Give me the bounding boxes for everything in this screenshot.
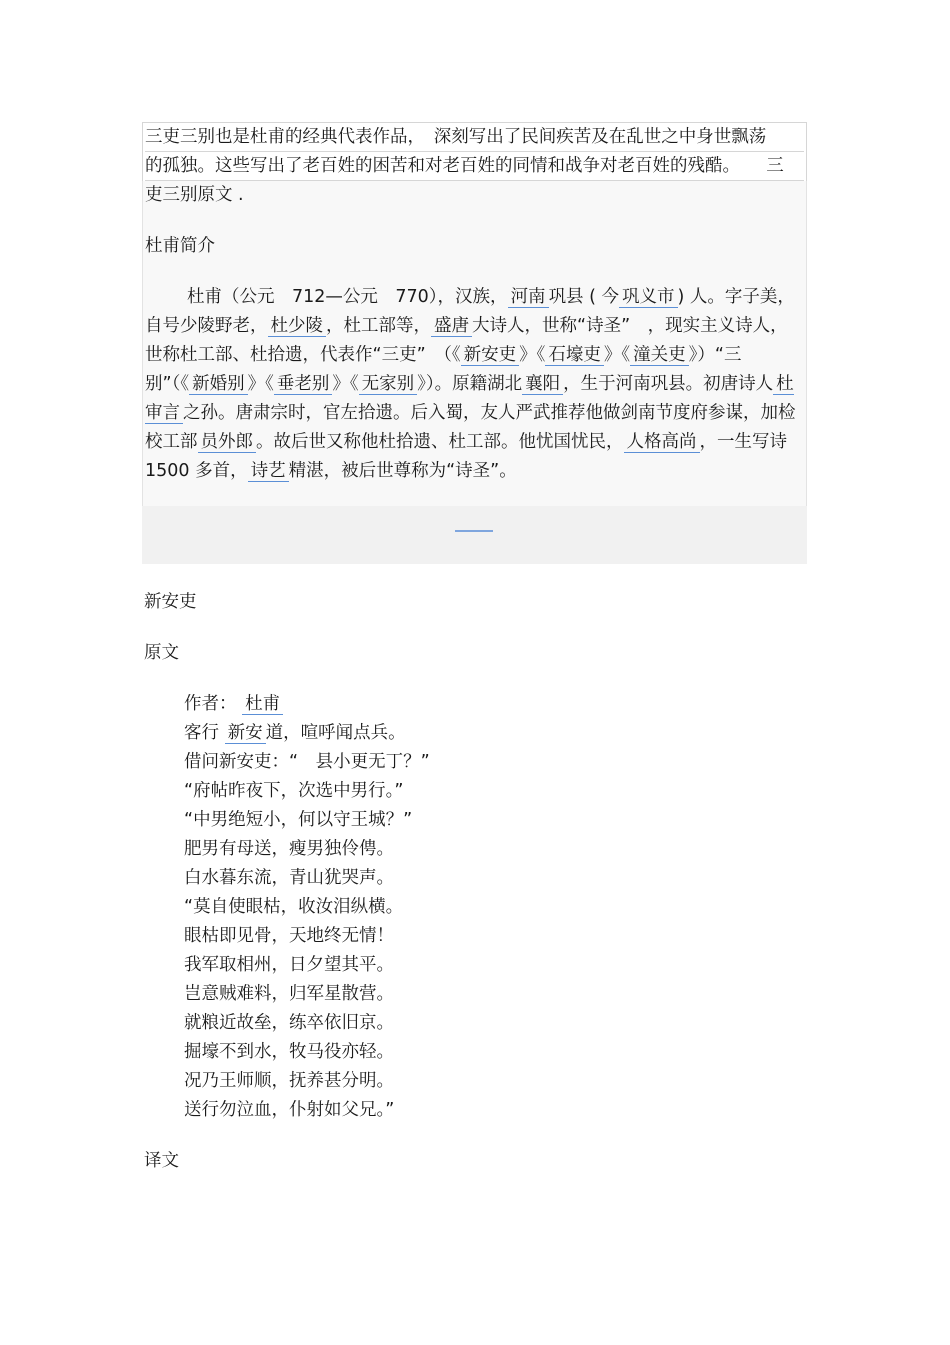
bio-text: ，生于河南巩县。初唐诗人 [563, 374, 774, 394]
link-author-dufu[interactable]: 杜甫 [242, 694, 283, 715]
bio-text: 精湛，被后世尊称为“诗圣”。 [288, 461, 517, 481]
original-heading: 原文 [144, 643, 179, 663]
poem-line: “府帖昨夜下，次选中男行。” [184, 781, 404, 801]
link-yuanwailang[interactable]: 员外郎 [198, 432, 257, 453]
link-dushaoling[interactable]: 杜少陵 [268, 316, 327, 337]
link-xinan[interactable]: 新安 [225, 723, 266, 744]
bio-text: 巩县 ( 今 [548, 287, 620, 307]
poem-author-line [142, 690, 807, 719]
bio-text: 》《 [519, 345, 546, 365]
bio-text: 》）。原籍湖北 [417, 374, 523, 394]
poem-body [142, 690, 807, 1125]
poem-line: 送行勿泣血，仆射如父兄。” [184, 1100, 395, 1120]
link-wujiabie[interactable]: 无家别 [359, 374, 418, 395]
poem-line: 掘壕不到水，牧马役亦轻。 [184, 1042, 394, 1062]
bio-paragraph [143, 283, 806, 486]
poem-title: 新安吏 [144, 592, 197, 612]
poem-section [142, 564, 807, 1176]
bio-text: 杜甫（公元 712—公元 770），汉族， [187, 287, 508, 307]
poem-line: 肥男有母送，瘦男独伶俜。 [184, 839, 394, 859]
document-page [142, 122, 807, 1176]
section-heading-bio: 杜甫简介 [145, 236, 215, 256]
poem-line: 眼枯即见骨，天地终无情！ [184, 926, 394, 946]
link-shihaoli[interactable]: 石壕吏 [545, 345, 604, 366]
poem-line: 白水暮东流，青山犹哭声。 [184, 868, 394, 888]
link-dushenyan[interactable]: 杜审言 [145, 374, 794, 423]
link-shengtang[interactable]: 盛唐 [431, 316, 472, 337]
bio-text: ) 人。字子美，自号少陵野老， [145, 287, 795, 336]
bio-text: 大诗人，世称“诗圣” ，现实主义诗人，世称杜工部、杜拾遗，代表作“三吏” （《 [145, 316, 788, 365]
link-rengegaoshang[interactable]: 人格高尚 [624, 432, 700, 453]
poem-line: 就粮近故垒，练卒依旧京。 [184, 1013, 394, 1033]
poem-line: 况乃王师顺，抚养甚分明。 [184, 1071, 394, 1091]
link-chuilaobie[interactable]: 垂老别 [274, 374, 333, 395]
poem-line [142, 719, 807, 748]
bio-text: 。故后世又称他杜拾遗、杜工部。他忧国忧民， [256, 432, 624, 452]
poem-line: “中男绝短小，何以守王城？” [184, 810, 413, 830]
poem-line: 岂意贼难料，归军星散营。 [184, 984, 394, 1004]
bio-text: 之孙。唐肃宗时，官左拾遗。后入蜀，友人严武推荐他做剑南节度府参谋，加检校工部 [145, 403, 796, 452]
author-label: 作者： [184, 694, 237, 714]
intro-table [142, 122, 807, 181]
translation-heading: 译文 [144, 1151, 179, 1171]
bio-text: ，杜工部等， [326, 316, 431, 336]
intro-line: 的孤独。这些写出了老百姓的困苦和对老百姓的同情和战争对老百姓的残酷。 三 [145, 152, 804, 181]
link-gongyi[interactable]: 巩义市 [619, 287, 678, 308]
bio-text: 》《 [603, 345, 631, 365]
link-henan[interactable]: 河南 [508, 287, 549, 308]
link-xinhunbie[interactable]: 新婚别 [189, 374, 248, 395]
poem-line: 借问新安吏：“ 县小更无丁？” [184, 752, 430, 772]
bio-text: 》《 [247, 374, 274, 394]
intro-line: 三吏三别也是杜甫的经典代表作品， 深刻写出了民间疾苦及在乱世之中身世飘荡 [145, 123, 804, 152]
poem-text: 客行 [184, 723, 219, 743]
poem-line: 我军取相州，日夕望其平。 [184, 955, 394, 975]
intro-line: 吏三别原文 . [145, 185, 244, 205]
link-shiyi[interactable]: 诗艺 [248, 461, 289, 482]
link-xiangyang[interactable]: 襄阳 [522, 374, 563, 395]
section-divider [142, 506, 807, 564]
bio-text: ，一生写诗 1500 多首， [145, 432, 805, 481]
poem-line: “莫自使眼枯，收汝泪纵横。 [184, 897, 404, 917]
bio-text: 》《 [332, 374, 359, 394]
link-tongguanli[interactable]: 潼关吏 [630, 345, 689, 366]
bio-text: 》）“三别”（《 [145, 345, 742, 394]
link-xinanli[interactable]: 新安吏 [461, 345, 520, 366]
divider-line [455, 530, 493, 532]
content-panel [142, 181, 807, 506]
poem-text: 道，喧呼闻点兵。 [265, 723, 406, 743]
